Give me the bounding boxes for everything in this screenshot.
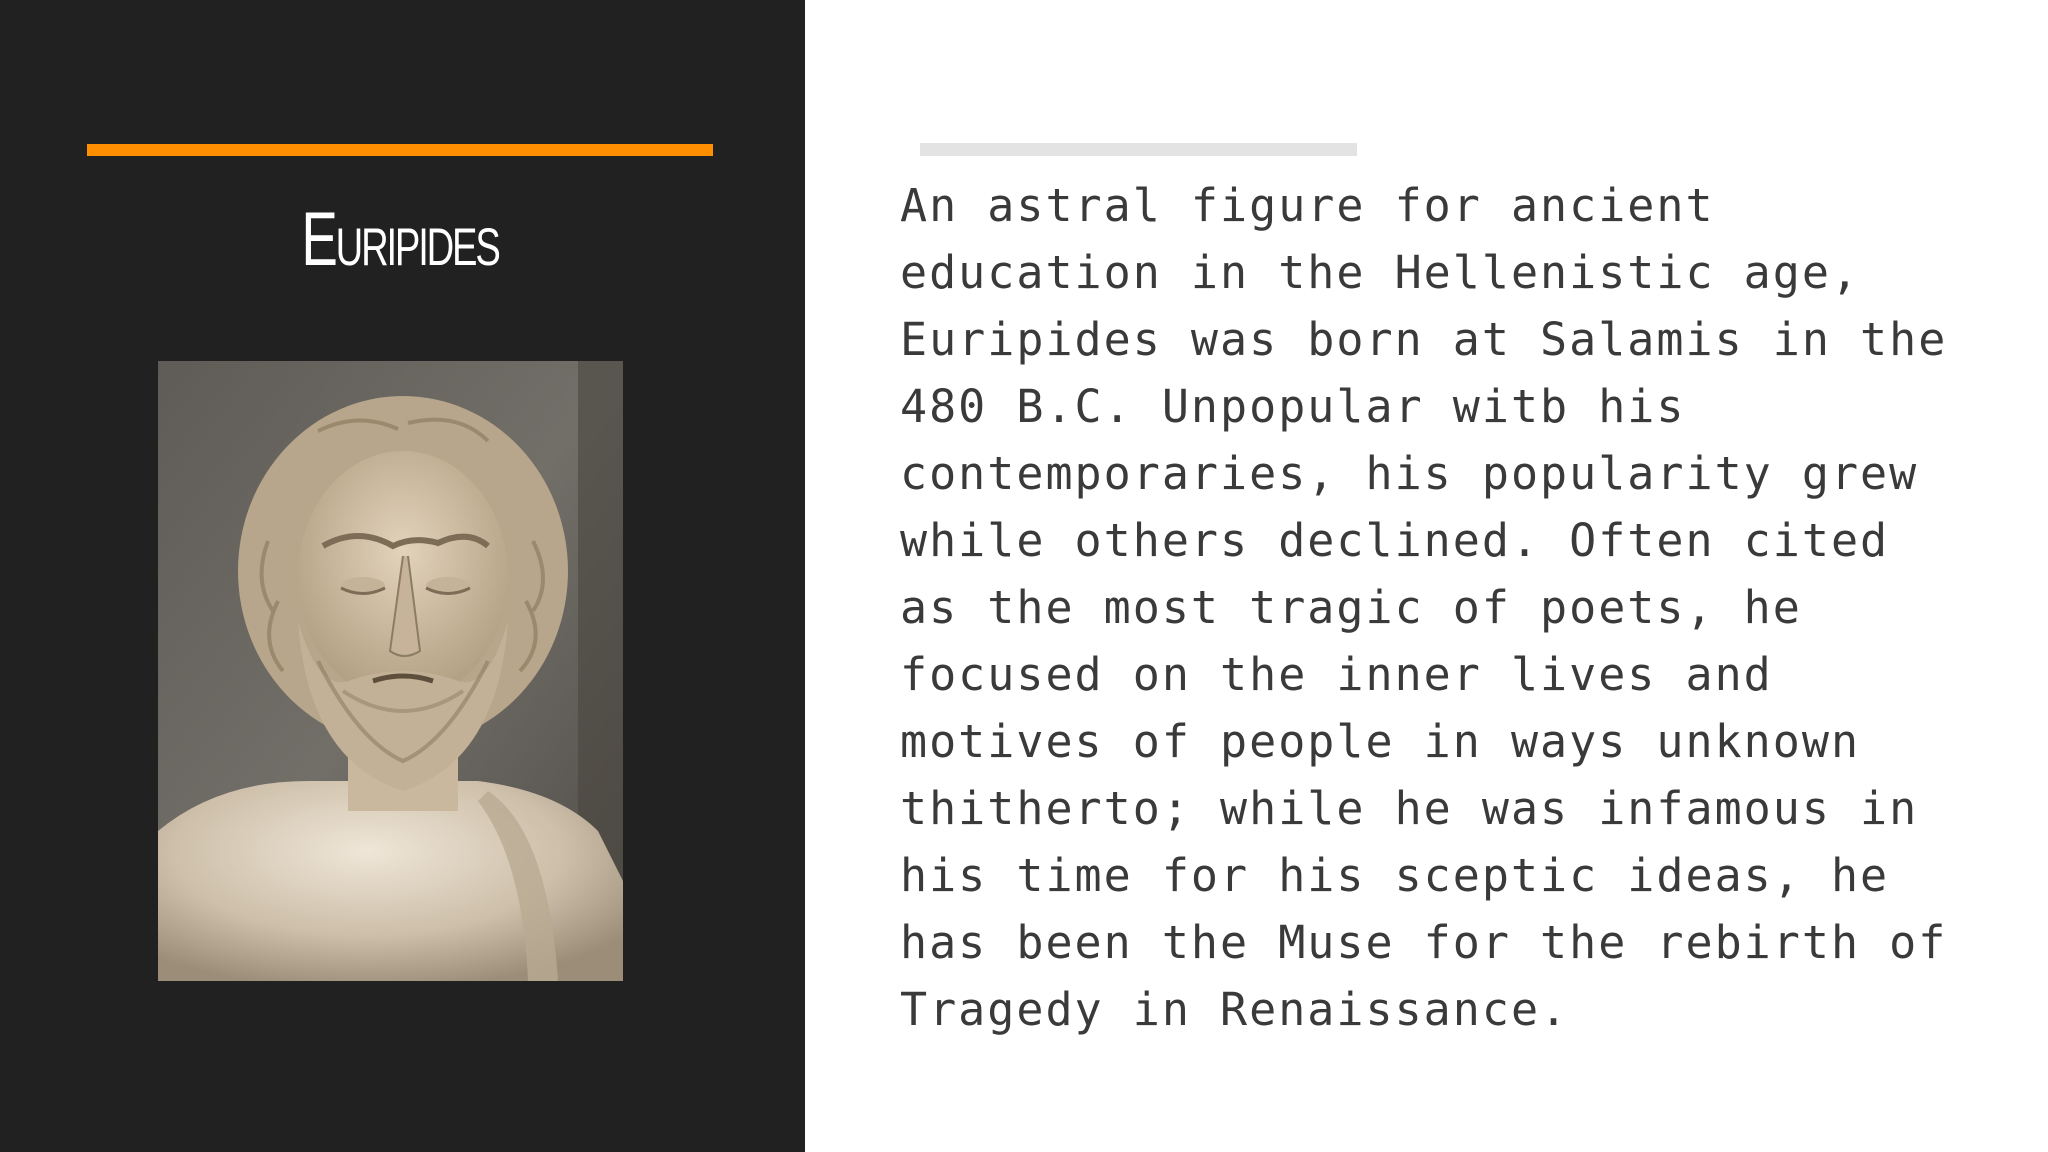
body-line: Euripides was born at Salamis in the <box>900 313 1948 366</box>
body-line: 480 B.C. Unpopular witb his <box>900 380 1686 433</box>
accent-bar <box>87 144 713 156</box>
right-panel <box>805 0 2048 1152</box>
body-line: motives of people in ways unknown <box>900 715 1861 768</box>
body-line: has been the Muse for the rebirth of <box>900 916 1948 969</box>
body-line: Tragedy in Renaissance. <box>900 983 1570 1036</box>
divider <box>920 143 1357 156</box>
body-line: while others declined. Often cited <box>900 514 1890 567</box>
body-line: focused on the inner lives and <box>900 648 1773 701</box>
body-line: his time for his sceptic ideas, he <box>900 849 1890 902</box>
bust-portrait-image <box>158 361 623 981</box>
body-line: as the most tragic of poets, he <box>900 581 1802 634</box>
body-line: thitherto; while he was infamous in <box>900 782 1919 835</box>
body-text <box>900 172 2020 1043</box>
body-line: education in the Hellenistic age, <box>900 246 1861 299</box>
body-line: contemporaries, his popularity grew <box>900 447 1919 500</box>
slide-title: Euripides <box>301 197 499 282</box>
left-panel <box>0 0 805 1152</box>
body-line: An astral figure for ancient <box>900 179 1715 232</box>
